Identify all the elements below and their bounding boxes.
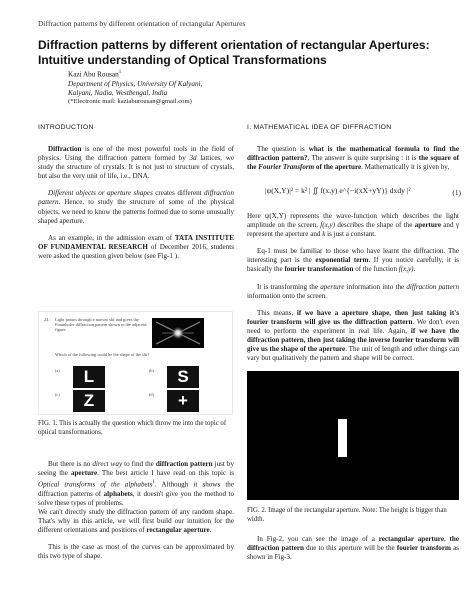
option-d-letter-image: + <box>167 390 199 412</box>
option-d-label: (d) <box>149 392 154 397</box>
affiliation-line-2: Kalyani, Nadia, Westbengal, India <box>68 88 168 97</box>
option-a-letter-image: L <box>73 366 105 388</box>
author-email: (*Electronic mail: kaziaburousan@gmail.com) <box>68 98 192 105</box>
figure-2-caption: FIG. 2. Image of the rectangular aperture. Note: The height is bigger than width. <box>247 507 447 523</box>
question-text-2: Which of the following could be the shape of the slit? <box>55 352 150 357</box>
figure-1-caption: FIG. 1. This is actually the question which throw me into the topic of optical transformations. <box>38 420 227 436</box>
right-column-text-top <box>247 145 459 180</box>
figure-1 <box>38 311 233 415</box>
paragraph: The question is what is the mathematical formula to find the diffraction pattern?, The answer is quite surprising : it is the square of the Fourier Transform of the aperture. Mathematically it is given by, <box>247 145 460 172</box>
left-column-text-top <box>38 145 234 269</box>
section-heading-mathematical-idea: I. MATHEMATICAL IDEA OF DIFFRACTION <box>247 124 392 131</box>
paper-title: Diffraction patterns by different orientation of rectangular Apertures: Intuitive understanding of Optical Transformations <box>38 38 430 67</box>
paragraph: In Fig-2, you can see the image of a rectangular aperture, the diffraction pattern due to this aperture will be the fourier transform as shown in Fig-3. <box>247 535 460 562</box>
author-block <box>68 68 202 98</box>
figure-2-rectangular-aperture-image <box>247 371 459 500</box>
paragraph: This means, if we have a aperture shape, then just taking it's fourier transform will give us the diffraction pattern. We don't even need to perform the experiment in real life. Again, if we have the diffraction pattern, then just taking the inverse fourier transform will give us the shape of the aperture. The unit of length and other things can vary but qualitatively the pattern and shape will be correct. <box>247 308 459 363</box>
paragraph: We can't directly study the diffraction pattern of any random shape. That's why in this article, we will first build our intuition for the different orientations and positions of rectangular aperture. <box>38 507 234 535</box>
paragraph: But there is no direct way to find the diffraction pattern just by seeing the aperture. The best article I have read on this topic is Optical transforms of the alphabets$^1$. Although it shows the diffraction patterns of alphabets, it doesn't give you the method to solve these types of problems. <box>38 460 235 507</box>
option-c-label: (c) <box>55 392 60 397</box>
running-head: Diffraction patterns by different orientation of rectangular Apertures <box>38 19 246 28</box>
question-number: 24. <box>44 317 50 322</box>
option-b-letter-image: S <box>167 366 199 388</box>
option-b-label: (b) <box>149 368 154 373</box>
fraunhofer-pattern-image <box>152 318 204 348</box>
right-column-text-middle <box>247 212 459 371</box>
equation-1 <box>265 186 461 195</box>
paragraph: As an example, in the admission exam of TATA INSTITUTE OF FUNDAMENTAL RESEARCH of December 2016, students were asked the question given below (see Fig-1 ). <box>38 233 234 260</box>
author-name: Kazi Abu Rousan$^1$ <box>68 70 122 79</box>
paragraph: It is transforming the aperture information into the diffraction pattern information onto the screen. <box>247 282 460 300</box>
rectangular-aperture-slit <box>338 419 347 457</box>
left-column-text-bottom <box>38 460 234 569</box>
option-a-label: (a) <box>55 368 60 373</box>
equation-body: |ψ(X,Y)|² = k² | ∬ f(x,y) e^{−i(xX+yY)} dxdy |² <box>265 186 411 195</box>
paragraph: Different objects or aperture shapes creates different diffraction pattern. Hence, to study the structure of some of the physical objects, we need to know the patterns formed due to some unusually shaped aperture. <box>38 189 234 225</box>
question-text: Light passes through a narrow slit and gives the Fraunhofer diffraction pattern shown in the adjacent figure. <box>55 317 147 333</box>
paragraph: Eq-1 must be familiar to those who have learnt the diffraction. The interesting part is the exponential term. If you notice carefully, it is basically the fourier transformation of the function f(x,y). <box>247 247 460 274</box>
paragraph: This is the case as most of the curves can be approximated by this two type of shape. <box>38 543 234 561</box>
option-c-letter-image: Z <box>73 390 105 412</box>
paragraph: Diffraction is one of the most powerful tools in the field of physics. Using the diffraction pattern formed by 3d lattices, we study the structure of crystals. It is not just to structure of crystals, but also the very unit of life, i.e., DNA. <box>38 145 235 181</box>
paragraph: Here ψ(X,Y) represents the wave-function which describes the light amplitude on the screen, f(x,y) describes the shape of the aperture and γ represent the aperture and k is just a constant. <box>247 212 459 239</box>
equation-number: (1) <box>452 188 461 197</box>
right-column-text-bottom <box>247 535 459 570</box>
affiliation-line-1: Department of Physics, University Of Kalyani, <box>68 79 203 88</box>
section-heading-introduction: INTRODUCTION <box>38 124 94 131</box>
